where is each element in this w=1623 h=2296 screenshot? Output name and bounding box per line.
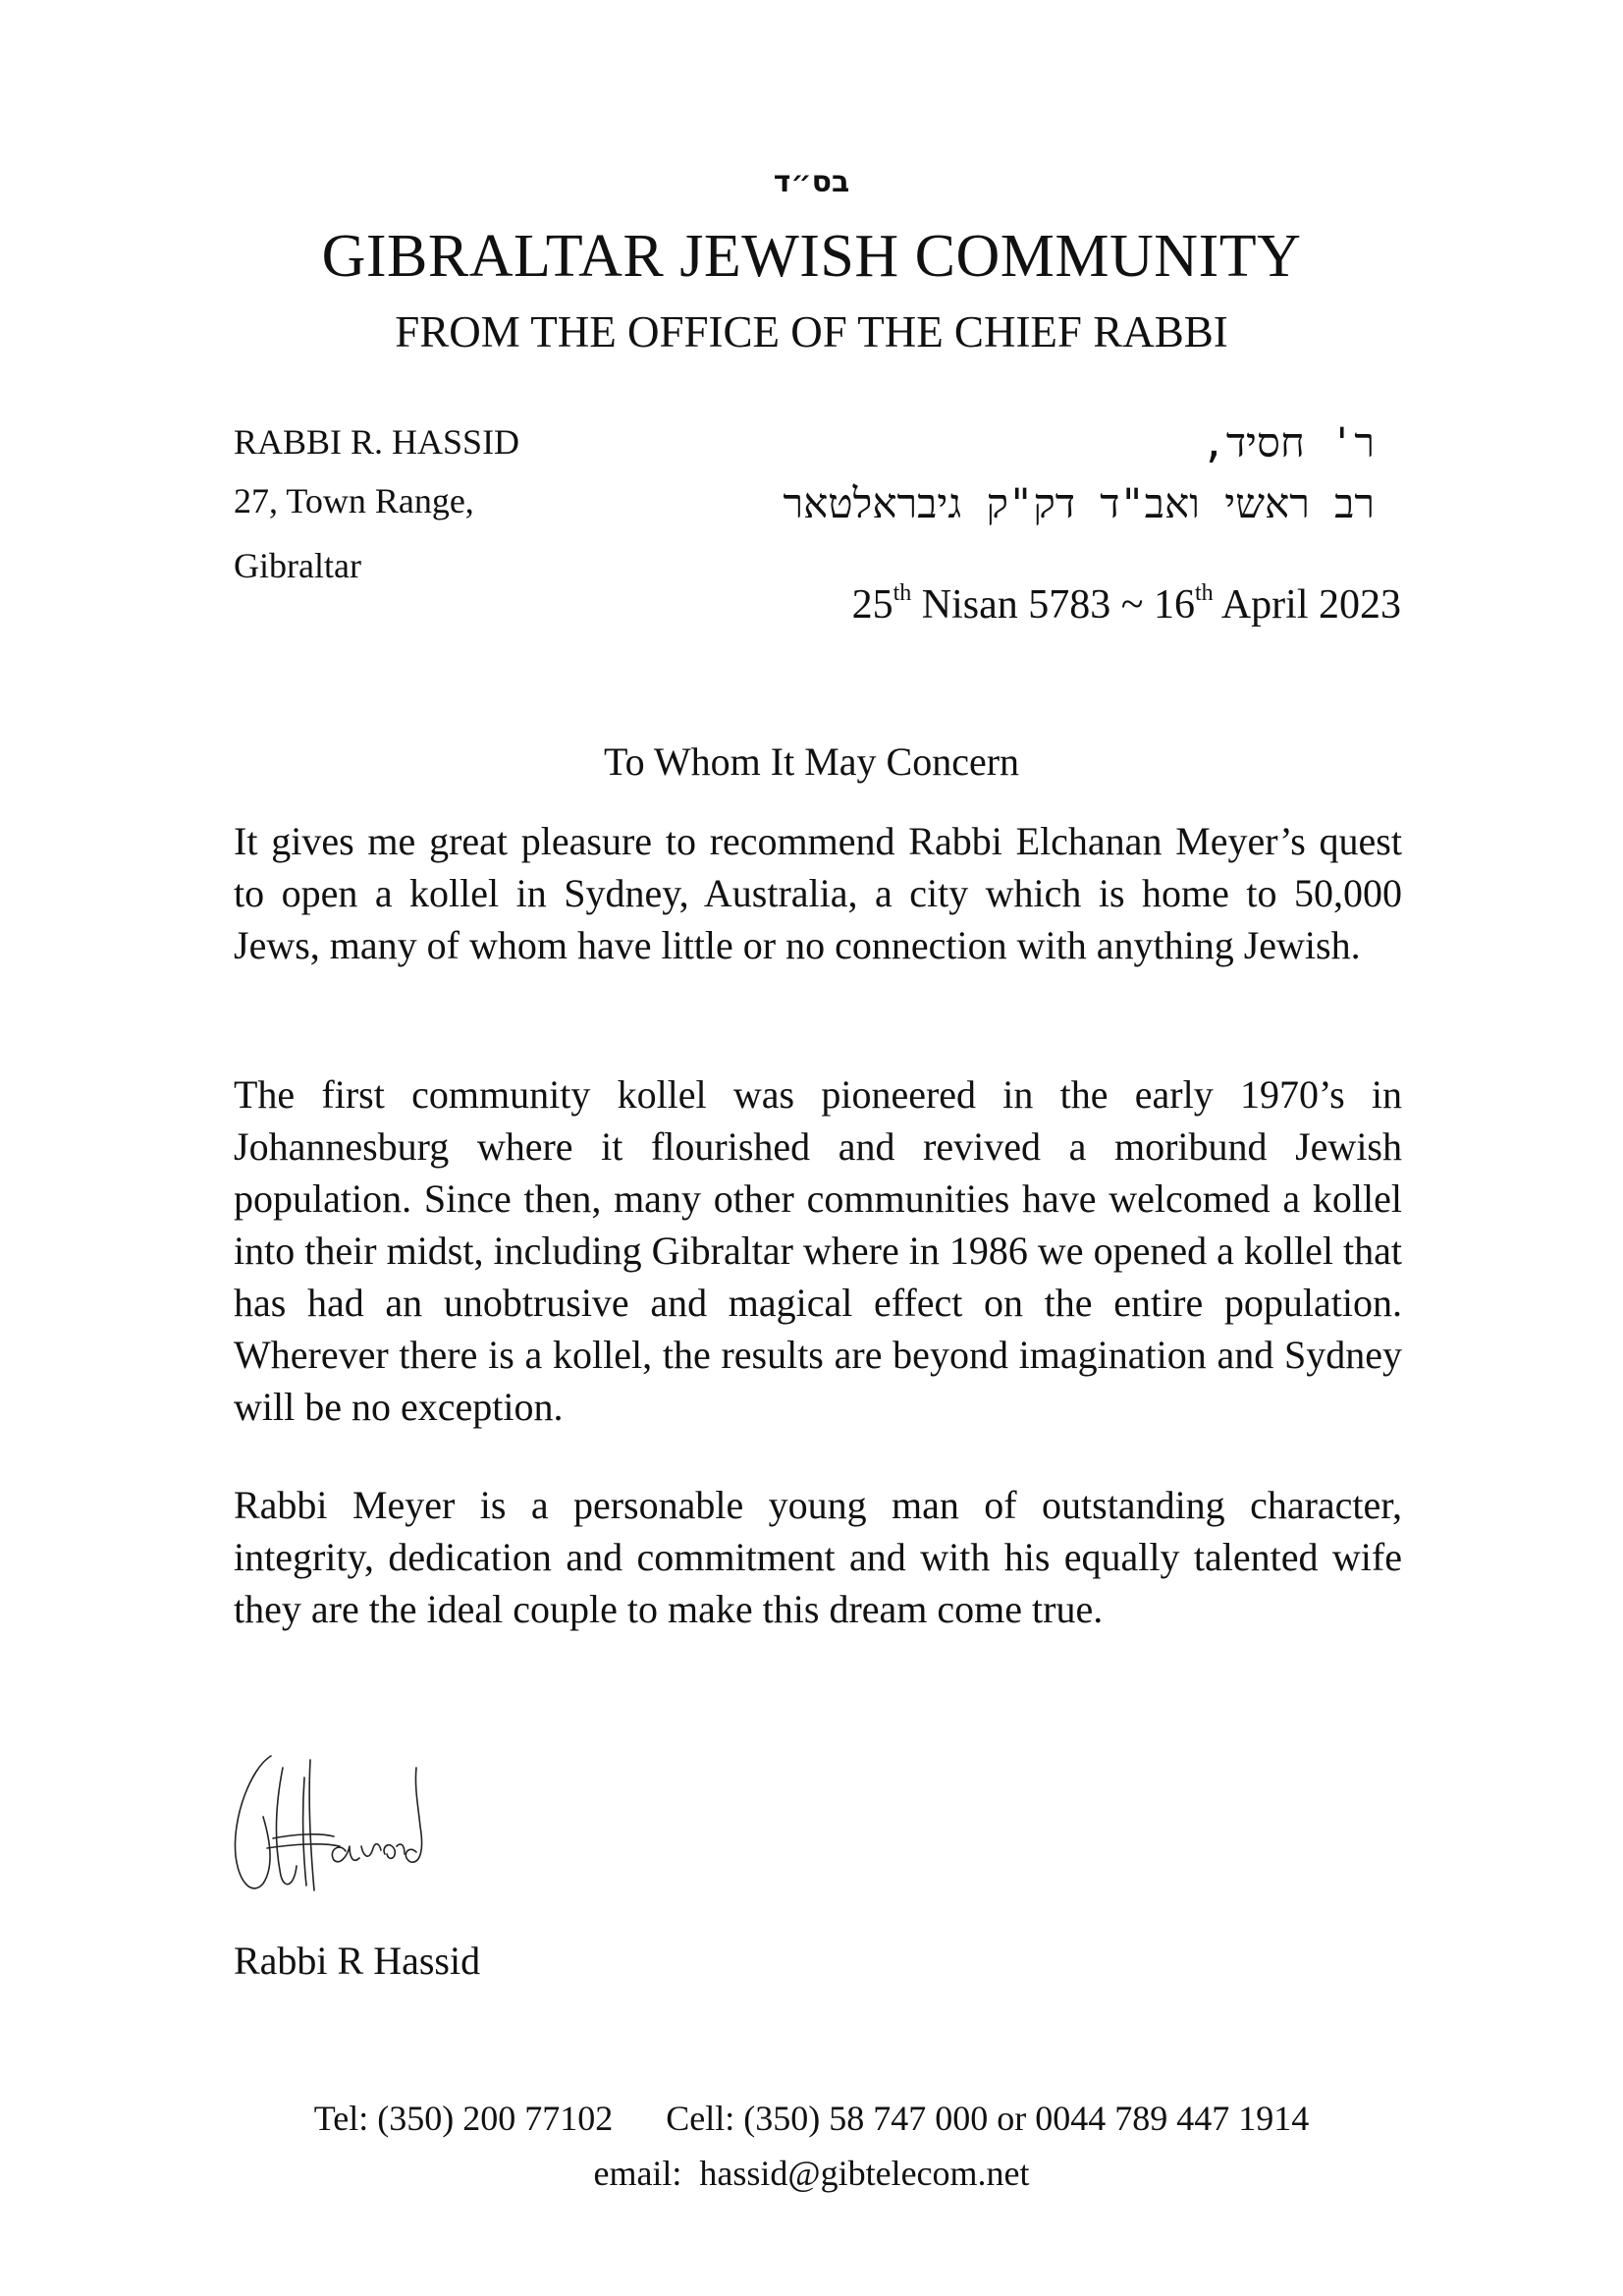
hebrew-name-line: ר' חסיד, [1201,418,1375,466]
organization-title: GIBRALTAR JEWISH COMMUNITY [321,223,1302,290]
sender-name: RABBI R. HASSID [234,422,520,462]
sender-street: 27, Town Range, [234,481,474,520]
sender-city: Gibraltar [234,546,361,585]
letter-date [852,581,1401,629]
signatory-name: Rabbi R Hassid [234,1939,481,1983]
paragraph-3: Rabbi Meyer is a personable young man of outstanding character, integrity, dedication and commitment and with his equally talented wife they are the ideal couple to make this dream come true. [234,1483,1402,1631]
paragraph-2: The first community kollel was pioneered in the early 1970’s in Johannesburg where it flourished and revived a moribund Jewish population. Since then, many other communities have welcomed a kollel into their midst, including Gibraltar where in 1986 we opened a kollel that has had an unobtrusive and magical effect on the entire population. Wherever there is a kollel, the results are beyond imagination and Sydney will be no exception. [234,1072,1402,1429]
footer-email: email: hassid@gibtelecom.net [593,2154,1030,2193]
hebrew-title-line: רב ראשי ואב"ד דק"ק גיבראלטאר [783,479,1375,527]
hebrew-day: 25 [851,582,893,628]
handwritten-signature [224,1748,528,1905]
salutation: To Whom It May Concern [603,739,1020,784]
footer-contact: Tel: (350) 200 77102 Cell: (350) 58 747 000 or 0044 789 447 1914 [313,2099,1310,2138]
hebrew-month-year: Nisan 5783 ~ [921,582,1144,628]
gregorian-day-suffix: th [1194,580,1214,606]
office-subtitle: FROM THE OFFICE OF THE CHIEF RABBI [395,307,1228,356]
gregorian-month-year: April 2023 [1220,582,1401,628]
paragraph-1: It gives me great pleasure to recommend Rabbi Elchanan Meyer’s quest to open a kollel in Sydney, Australia, a city which is home to 50,000 Jews, many of whom have little or no connection with anything Jewish. [234,819,1402,967]
hebrew-day-suffix: th [893,580,912,606]
gregorian-day: 16 [1153,582,1195,628]
besd-mark: בס״ד [773,165,850,199]
